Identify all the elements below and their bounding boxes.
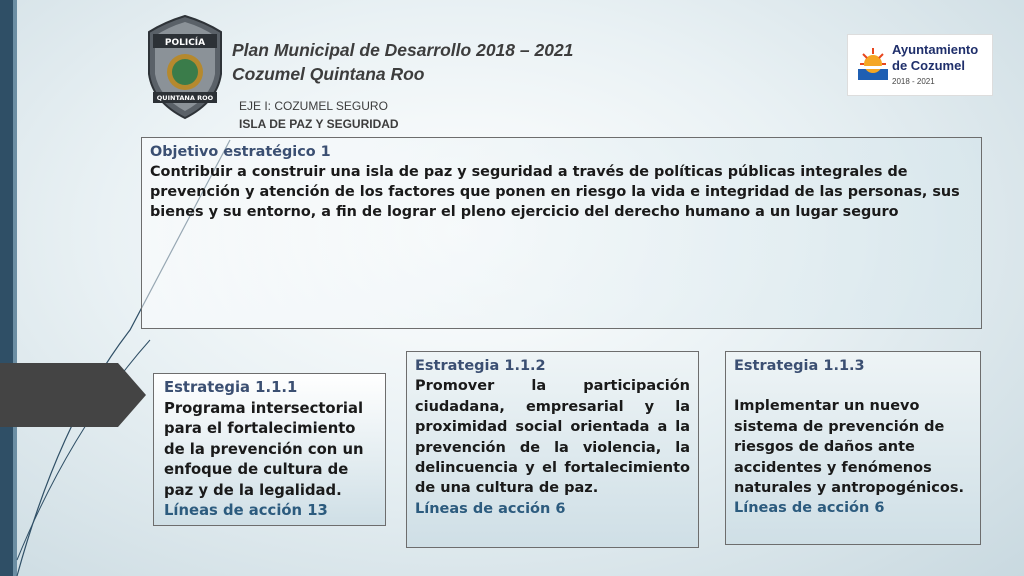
action-lines-count: Líneas de acción 13 [164, 502, 328, 519]
logo-years: 2018 - 2021 [892, 77, 935, 86]
logo-line2: de Cozumel [892, 58, 965, 73]
strategy-box-1 [153, 373, 386, 526]
badge-bottom-text: QUINTANA ROO [156, 94, 214, 102]
decor-arrow [0, 363, 146, 427]
police-badge-logo [145, 14, 225, 120]
action-lines-count: Líneas de acción 6 [734, 500, 885, 517]
plan-title: Plan Municipal de Desarrollo 2018 – 2021 [232, 40, 574, 60]
strategy-box-3 [725, 351, 981, 545]
objective-box [141, 137, 982, 329]
badge-top-text: POLICÍA [164, 38, 206, 48]
sun-emblem-icon [858, 44, 888, 80]
ayuntamiento-logo [847, 34, 993, 96]
left-decor-stripe-light [13, 0, 17, 576]
strategy-text: Implementar un nuevo sistema de prevención de riesgos de daños ante accidentes y fenómenos naturales y antropogénicos. [734, 398, 964, 497]
strategy-text: Programa intersectorial para el fortalecimiento de la prevención con un enfoque de cultura de paz y de la legalidad. [164, 399, 364, 499]
action-lines-count: Líneas de acción 6 [415, 500, 566, 517]
subeje-label: ISLA DE PAZ Y SEGURIDAD [239, 117, 399, 131]
plan-subtitle: Cozumel Quintana Roo [232, 64, 425, 84]
logo-line1: Ayuntamiento [892, 42, 979, 57]
strategy-heading: Estrategia 1.1.1 [164, 379, 298, 396]
eje-label: EJE I: COZUMEL SEGURO [239, 99, 388, 113]
strategy-heading: Estrategia 1.1.3 [734, 358, 865, 374]
objective-heading: Objetivo estratégico 1 [150, 144, 331, 160]
objective-text: Contribuir a construir una isla de paz y seguridad a través de políticas públicas integrales de prevención y atención de los factores que ponen en riesgo la vida e integridad de las personas, sus bienes y su entorno, a fin de lograr el pleno ejercicio del derecho humano a un lugar seguro [150, 164, 960, 220]
strategy-heading: Estrategia 1.1.2 [415, 358, 546, 374]
strategy-box-2 [406, 351, 699, 548]
left-decor-stripe [0, 0, 13, 576]
strategy-text: Promover la participación ciudadana, empresarial y la proximidad social orientada a la prevención de la violencia, la delincuencia y el fortalecimiento de una cultura de paz. [415, 378, 690, 497]
